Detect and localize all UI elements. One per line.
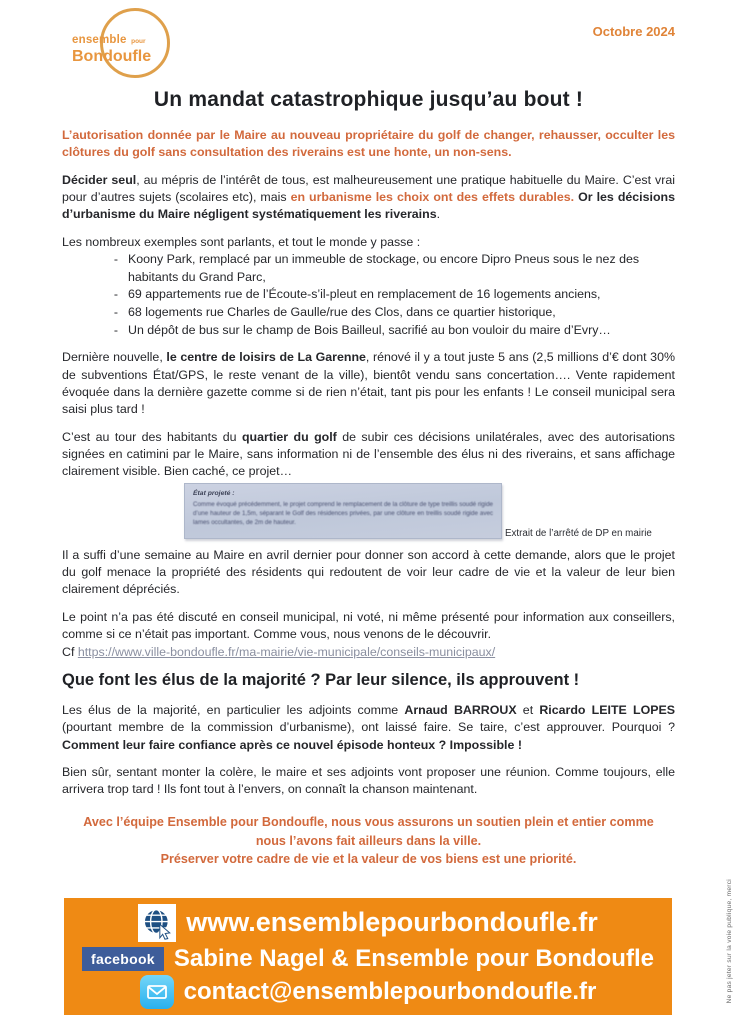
list-item	[62, 286, 675, 304]
text-segment: Cf	[62, 644, 78, 659]
paragraph-conseil-municipal: Le point n’a pas été discuté en conseil municipal, ni voté, ni même présenté pour information aux conseillers, comme si ce n’était pas important. Comme vous, nous venons de le découvrir.	[62, 609, 675, 642]
text-segment: , au mépris de l’intérêt de tous, est malheureusement une pratique habituelle du Maire. C’est vrai pour d’autres sujets (scolaires etc), mais	[62, 172, 675, 205]
issue-date: Octobre 2024	[592, 24, 675, 39]
excerpt-title: État projeté :	[193, 489, 235, 497]
paragraph-accord-maire: Il a suffi d’une semaine au Maire en avril dernier pour donner son accord à cette demande, alors que le projet du golf menace la propriété des résidents qui redoutent de voir leur cadre de vie et la valeur de leur bien clairement dépréciés.	[62, 547, 675, 597]
header	[62, 0, 675, 86]
contact-email: contact@ensemblepourbondoufle.fr	[183, 978, 597, 1006]
contact-banner	[64, 898, 672, 1015]
org-logo	[62, 8, 192, 86]
list-item	[62, 251, 675, 286]
logo-text	[72, 30, 151, 67]
dash-bullet-icon: -	[113, 287, 119, 302]
website-url: www.ensemblepourbondoufle.fr	[186, 907, 598, 938]
print-disclaimer: Ne pas jeter sur la voie publique, merci	[726, 878, 733, 1003]
list-item	[62, 304, 675, 322]
text-segment: en urbanisme les choix ont des effets durables.	[290, 190, 575, 205]
excerpt-caption: Extrait de l’arrêté de DP en mairie	[505, 527, 652, 539]
paragraph-quartier-golf	[62, 429, 675, 481]
permit-excerpt-figure	[62, 483, 675, 539]
intro-paragraph: L’autorisation donnée par le Maire au nouveau propriétaire du golf de changer, rehausser, occulter les clôtures du golf sans consultation des riverains est une honte, un non-sens.	[62, 128, 675, 160]
examples-list	[62, 251, 675, 339]
text-segment: le centre de loisirs de La Garenne	[166, 350, 366, 365]
website-row	[68, 904, 668, 942]
list-item-text: Koony Park, remplacé par un immeuble de stockage, ou encore Dipro Pneus sous le nez des habitants du Grand Parc,	[128, 252, 640, 284]
list-item-text: 68 logements rue Charles de Gaulle/rue des Clos, dans ce quartier historique,	[128, 304, 556, 319]
facebook-page-name: Sabine Nagel & Ensemble pour Bondoufle	[173, 944, 654, 972]
text-segment: Ricardo LEITE LOPES	[539, 702, 675, 717]
email-envelope-icon	[140, 975, 174, 1009]
page-title: Un mandat catastrophique jusqu’au bout !	[153, 88, 584, 111]
paragraph-elus-majorite	[62, 702, 675, 754]
dash-bullet-icon: -	[113, 252, 119, 267]
logo-word-bondoufle: Bondoufle	[72, 48, 152, 66]
text-segment: Or les décisions d’urbanisme du Maire négligent systématiquement les riverains	[62, 190, 675, 222]
closing-statement	[68, 813, 669, 870]
facebook-icon: facebook	[82, 947, 164, 971]
text-segment: quartier du golf	[241, 429, 337, 444]
paragraph-la-garenne	[62, 349, 675, 418]
cf-reference-line	[62, 644, 675, 661]
text-segment: .	[436, 207, 441, 222]
text-segment: (pourtant membre de la commission d’urbanisme), ont laissé faire. Se taire, c’est approuver. Pourquoi ?	[62, 720, 675, 735]
text-segment: Décider seul	[62, 172, 137, 187]
list-item	[62, 322, 675, 340]
section-heading-majorite: Que font les élus de la majorité ? Par leur silence, ils approuvent !	[62, 670, 580, 689]
closing-line-1: Avec l’équipe Ensemble pour Bondoufle, nous vous assurons un soutien plein et entier comme nous l’avons fait ailleurs dans la ville.	[83, 814, 654, 848]
closing-line-2: Préserver votre cadre de vie et la valeur de vos biens est une priorité.	[160, 852, 577, 867]
email-row	[68, 975, 668, 1009]
text-segment: Les élus de la majorité, en particulier les adjoints comme	[62, 702, 405, 717]
logo-word-pour: pour	[131, 38, 146, 45]
dash-bullet-icon: -	[113, 304, 119, 319]
text-segment: C’est au tour des habitants du	[62, 429, 242, 444]
text-segment: de subir ces décisions unilatérales, avec des autorisations signées en catimini par le Maire, sans information ni de l’ensemble des élus ni des riverains, et sans affichage clairement visible. Bien caché, ce projet…	[62, 429, 675, 479]
logo-word-ensemble: ensemble	[72, 34, 127, 46]
permit-excerpt-image	[184, 483, 502, 539]
dash-bullet-icon: -	[113, 322, 119, 337]
paragraph-exemples-intro: Les nombreux exemples sont parlants, et tout le monde y passe :	[62, 234, 421, 249]
external-link[interactable]: https://www.ville-bondoufle.fr/ma-mairie/vie-municipale/conseils-municipaux/	[77, 644, 496, 659]
text-segment: et	[516, 702, 540, 717]
list-item-text: 69 appartements rue de l’Écoute-s’il-pleut en remplacement de 16 logements anciens,	[128, 287, 601, 302]
text-segment: Comment leur faire confiance après ce nouvel épisode honteux ? Impossible !	[62, 737, 522, 752]
text-segment: Arnaud BARROUX	[404, 702, 517, 717]
facebook-row	[68, 945, 668, 973]
text-segment: Dernière nouvelle,	[62, 350, 167, 365]
text-segment: , rénové il y a tout juste 5 ans (2,5 millions d’€ dont 30% de subventions État/GPS, le reste venant de la ville), bientôt vendu sans concertation…. Vente rapidement évoquée dans la dernière gazette comme si de rien n’était, tant pis pour les enfants ! Le conseil municipal sera saisi plus tard !	[62, 350, 675, 417]
globe-web-icon	[138, 904, 176, 942]
paragraph-reunion: Bien sûr, sentant monter la colère, le maire et ses adjoints vont proposer une réunion. Comme toujours, elle arrivera trop tard ! Ils font tout à l’envers, on connaît la chanson maintenant.	[62, 764, 675, 797]
paragraph-decider-seul	[62, 172, 675, 224]
list-item-text: Un dépôt de bus sur le champ de Bois Bailleul, sacrifié au bon vouloir du maire d’Evry…	[128, 322, 611, 337]
excerpt-body: Comme évoqué précédemment, le projet comprend le remplacement de la clôture de type treillis soudé rigide d’une hauteur de 1,5m, séparant le Golf des résidences privées, par une clôture en treillis soudé rigide avec lames occultantes, de 2m de hauteur.	[193, 500, 493, 527]
